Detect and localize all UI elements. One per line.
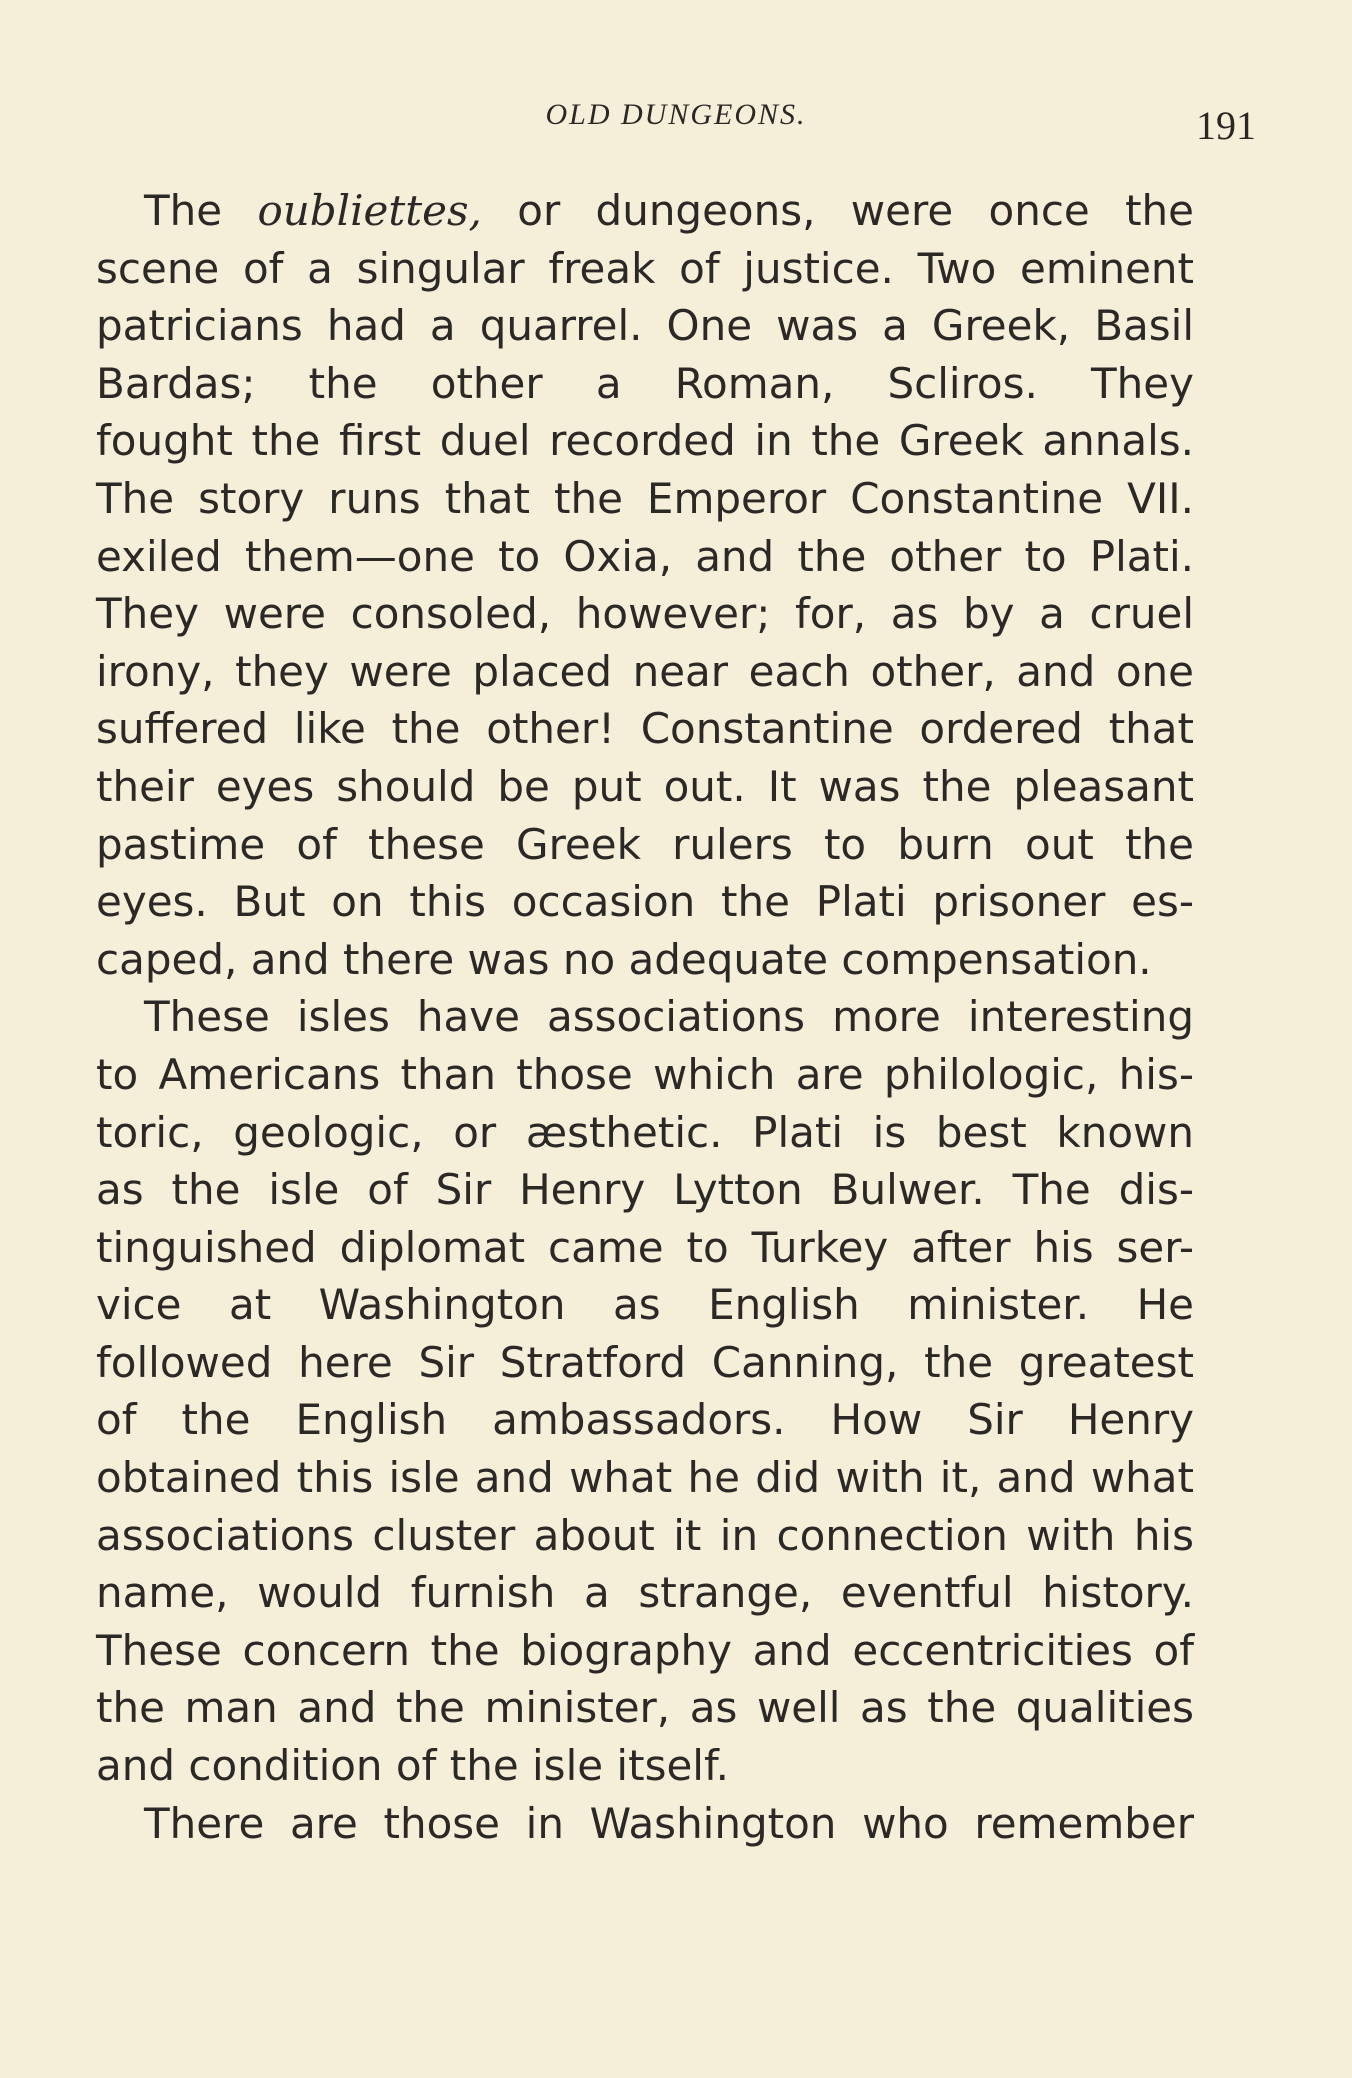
text-line: eyes. But on this occasion the Plati prisoner es- [96, 877, 1194, 927]
text-line: caped, and there was no adequate compensation. [96, 934, 1152, 984]
text-line: The story runs that the Emperor Constantine VII. [96, 473, 1194, 523]
body-text [96, 182, 1194, 1852]
text-line: associations cluster about it in connection with his [96, 1510, 1194, 1560]
text-line: vice at Washington as English minister. He [96, 1280, 1194, 1330]
text-line: They were consoled, however; for, as by a cruel [96, 589, 1194, 639]
text-line: followed here Sir Stratford Canning, the greatest [96, 1337, 1194, 1387]
text-line: to Americans than those which are philologic, his- [96, 1049, 1194, 1099]
text-line: name, would furnish a strange, eventful history. [96, 1568, 1194, 1618]
text-line: tinguished diplomat came to Turkey after his ser- [96, 1222, 1194, 1272]
text-line: and condition of the isle itself. [96, 1741, 730, 1791]
text-line: pastime of these Greek rulers to burn out the [96, 819, 1194, 869]
text-line: their eyes should be put out. It was the pleasant [96, 761, 1194, 811]
running-head: OLD DUNGEONS. [545, 98, 807, 131]
text-line: as the isle of Sir Henry Lytton Bulwer. The dis- [96, 1165, 1194, 1215]
text-line: The oubliettes, or dungeons, were once the [144, 186, 1195, 235]
text-line: Bardas; the other a Roman, Scliros. They [96, 358, 1194, 408]
text-line: These concern the biography and eccentricities of [96, 1625, 1194, 1675]
text-line: fought the first duel recorded in the Greek annals. [96, 416, 1194, 466]
text-line: of the English ambassadors. How Sir Henry [96, 1395, 1194, 1445]
text-line: obtained this isle and what he did with it, and what [96, 1453, 1194, 1503]
emphasis-term: oubliettes, [257, 186, 482, 235]
page-number: 191 [1196, 103, 1256, 148]
text-line: suffered like the other! Constantine ordered that [96, 704, 1194, 754]
text-line: There are those in Washington who remember [144, 1798, 1194, 1848]
text-line: exiled them—one to Oxia, and the other to Plati. [96, 531, 1194, 581]
page-header [96, 92, 1256, 148]
text-line: scene of a singular freak of justice. Two eminent [96, 243, 1194, 293]
text-line: the man and the minister, as well as the qualities [96, 1683, 1194, 1733]
text-line: toric, geologic, or æsthetic. Plati is best known [96, 1107, 1194, 1157]
text-line: irony, they were placed near each other, and one [96, 646, 1194, 696]
text-line: patricians had a quarrel. One was a Greek, Basil [96, 301, 1194, 351]
text-line: These isles have associations more interesting [144, 992, 1194, 1042]
